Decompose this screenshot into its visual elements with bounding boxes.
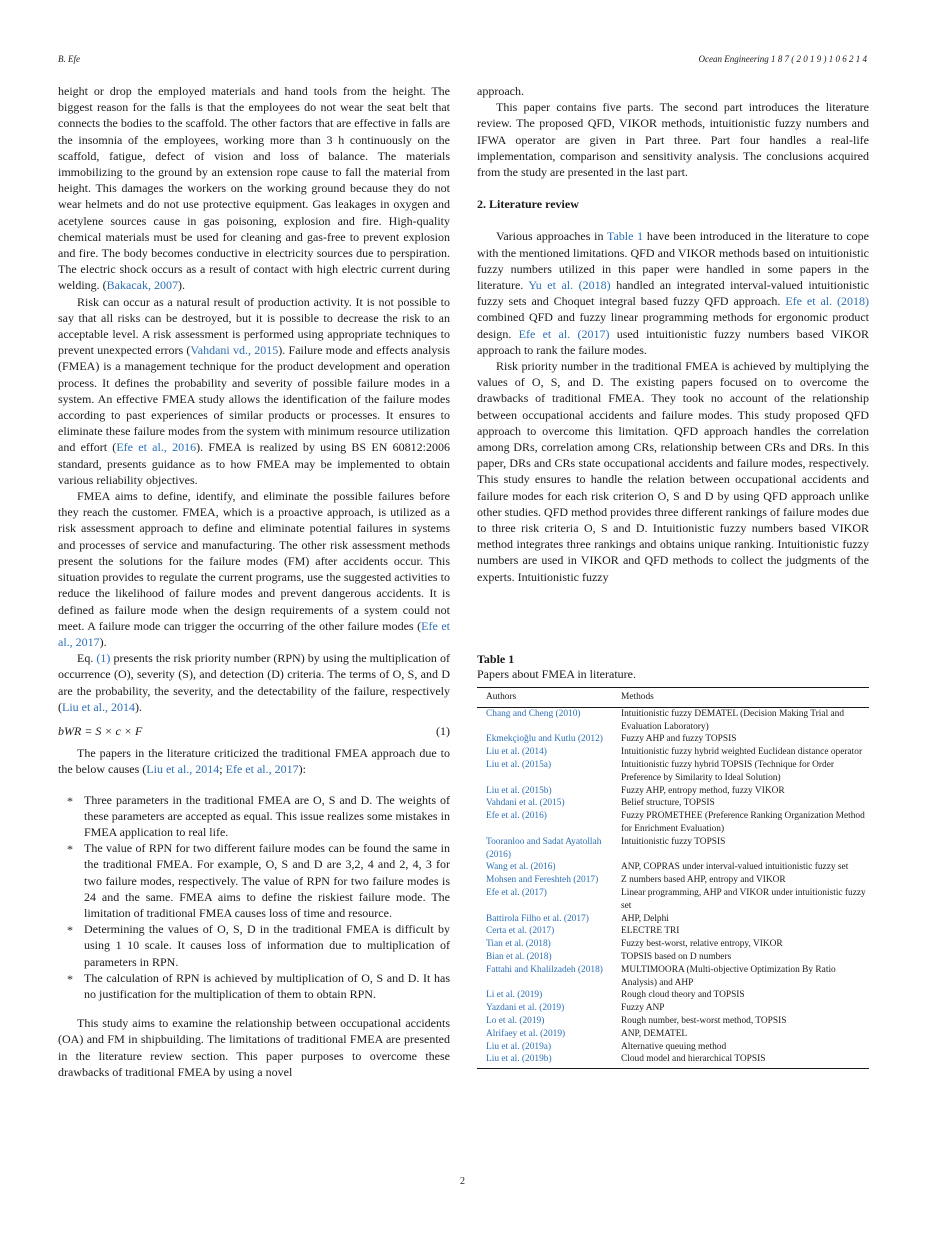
method-cell: Fuzzy AHP and fuzzy TOPSIS: [621, 734, 737, 745]
method-cell: Fuzzy best-worst, relative entropy, VIKOR: [621, 939, 783, 950]
author-citation-link[interactable]: Vahdani et al. (2015): [486, 798, 565, 809]
method-cell: TOPSIS based on D numbers: [621, 951, 732, 962]
table-body: [477, 707, 869, 1068]
table-row: [477, 746, 869, 759]
table-title: Table 1: [477, 652, 515, 666]
author-citation-link[interactable]: Lo et al. (2019): [486, 1015, 545, 1026]
table-row: [477, 913, 869, 926]
table-row: [477, 733, 869, 746]
author-citation-link[interactable]: Ekmekçioğlu and Kutlu (2012): [486, 734, 603, 745]
author-citation-link[interactable]: Liu et al. (2015a): [486, 759, 552, 770]
table-row: [477, 759, 869, 785]
method-cell: Fuzzy AHP, entropy method, fuzzy VIKOR: [621, 785, 785, 796]
column-header-authors: Authors: [477, 688, 612, 708]
method-cell: Rough number, best-worst method, TOPSIS: [621, 1015, 787, 1026]
citation-link[interactable]: Vahdani vd., 2015: [190, 343, 279, 358]
author-citation-link[interactable]: Liu et al. (2019b): [477, 1053, 612, 1068]
table-row: [477, 1028, 869, 1041]
table-row: [477, 964, 869, 990]
equation-expression: bWR = S × c × F: [58, 723, 143, 738]
paragraph: Risk can occur as a natural result of production activity. It is not possible to say that all risks can be destroyed, but it is possible to decrease the risk to an acceptable level. A risk assessment is performed using appropriate techniques to prevent unexpected errors (Vahdani vd., 2015). Failure mode and effects analysis (FMEA) is a management technique for the product development and operation process. It defines the probability and severity of possible failure modes in a system. An effective FMEA study allows the identification of the failure modes according to past experiences of similar products or processes. It ensures to eliminate these failure modes from the system with minimum resource utilization and effort (Efe et al., 2016). FMEA is realized by using BS EN 60812:2006 standard, presents guidance as to how FMEA may be implemented to obtain various reliability objectives.: [58, 294, 450, 487]
method-cell: ELECTRE TRI: [621, 926, 680, 937]
method-cell: Intuitionistic fuzzy hybrid weighted Euclidean distance operator: [621, 747, 863, 758]
author-citation-link[interactable]: Mohsen and Fereshteh (2017): [486, 875, 599, 886]
paragraph: This paper contains five parts. The second part introduces the literature review. The proposed QFD, VIKOR methods, intuitionistic fuzzy numbers and IFWA operator are given in Part three. Part four handles a real-life implementation, comparison and sensitivity analysis. The conclusions acquired from the study are presented in the last part.: [477, 100, 869, 180]
table-row: [477, 861, 869, 874]
table-row: [477, 887, 869, 913]
author-citation-link[interactable]: Efe et al. (2017): [486, 887, 547, 898]
table-row: [477, 785, 869, 798]
paragraph: Various approaches in Table 1 have been introduced in the literature to cope with the mentioned limitations. QFD and VIKOR methods based on intuitionistic fuzzy numbers utilized in this paper were handled in some papers in the literature. Yu et al. (2018) handled an integrated interval-valued intuitionistic fuzzy sets and Choquet integral based fuzzy QFD approach. Efe et al. (2018) combined QFD and fuzzy linear programming methods for ergonomic product design. Efe et al. (2017) used intuitionistic fuzzy numbers based VIKOR approach to rank the failure modes.: [477, 229, 869, 357]
column-header-methods: Methods: [612, 688, 869, 708]
author-citation-link[interactable]: Liu et al. (2015b): [486, 785, 552, 796]
method-cell: ANP, DEMATEL: [621, 1028, 688, 1039]
table-row: [477, 707, 869, 733]
table-row: [477, 1053, 869, 1068]
section-heading: 2. Literature review: [477, 197, 579, 212]
author-citation-link[interactable]: Chang and Cheng (2010): [486, 708, 581, 719]
equation-link[interactable]: (1): [96, 651, 111, 666]
paragraph: Risk priority number in the traditional FMEA is achieved by multiplying the values of O, S, and D. The existing papers focused on to overcome the drawbacks of traditional FMEA. They took no account of the relationship between occupational accidents and failure modes. This study proposed QFD approach to overcome this limitation. QFD approach handles the correlation among DRs, correlation among CRs, relationship between CRs and DRs. In this paper, DRs and CRs state occupational accidents and failure modes, respectively. This study ensures to handle the relation between occupational accidents and failure modes for each risk criterion O, S and D by using QFD approach unlike other studies. QFD method provides three different rankings of failure modes due to three risk criteria O, S and D. Intuitionistic fuzzy numbers based VIKOR method integrates three rankings and obtains unique ranking. Intuitionistic fuzzy numbers are used in VIKOR and QFD methods to collect the judgments of the experts. Intuitionistic fuzzy: [477, 359, 869, 584]
table-1: [477, 652, 869, 1069]
table-row: [477, 874, 869, 887]
table-row: [477, 1015, 869, 1028]
paragraph: height or drop the employed materials and hand tools from the height. The biggest reason for the falls is that the employees do not wear the seat belt that connects the bodies to the scaffold. The other factors that are effective in falls are the insomnia of the employees, working more than 3 h continuously on the scaffold, fatigue, defect of vision and loss of balance. The materials immobilizing to the ground by an extension rope cause to fall the material from height. This damages the workers on the working ground because they do not wear helmets and do not use protective equipment. Gas leakages in oxygen and acetylene sources cause in gas poisoning, explosion and fire. High-quality chemical materials must be used for cleaning and gas-free to prevent explosion and fire. The body becomes conductive in electricity sources due to perspiration. The electric shock occurs as a result of contact with high electric current during welding. (Bakacak, 2007).: [58, 84, 450, 293]
method-cell: Intuitionistic fuzzy hybrid TOPSIS (Technique for Order Preference by Similarity to Ideal Solution): [621, 759, 835, 783]
author-citation-link[interactable]: Efe et al. (2016): [486, 811, 547, 822]
method-cell: Z numbers based AHP, entropy and VIKOR: [621, 875, 786, 886]
table-link[interactable]: Table 1: [606, 229, 644, 244]
list-item: * Three parameters in the traditional FMEA are O, S and D. The weights of these parameters are accepted as equal. This issue realizes some mistakes in FMEA application to real life.: [58, 792, 450, 841]
method-cell: Fuzzy ANP: [621, 1003, 665, 1014]
author-citation-link[interactable]: Yazdani et al. (2019): [486, 1003, 565, 1014]
citation-link[interactable]: Liu et al., 2014: [146, 762, 220, 777]
limitations-list: [58, 792, 450, 1003]
citation-link[interactable]: Efe et al., 2017: [58, 618, 450, 649]
table-row: [477, 1041, 869, 1054]
method-cell: ANP, COPRAS under interval-valued intuitionistic fuzzy set: [621, 862, 849, 873]
method-cell: Alternative queuing method: [621, 1041, 727, 1052]
author-citation-link[interactable]: Li et al. (2019): [486, 990, 543, 1001]
method-cell: Belief structure, TOPSIS: [621, 798, 715, 809]
citation-link[interactable]: Liu et al., 2014: [62, 699, 135, 714]
method-cell: Intuitionistic fuzzy DEMATEL (Decision Making Trial and Evaluation Laboratory): [621, 708, 845, 732]
table-row: [477, 951, 869, 964]
table-row: [477, 938, 869, 951]
author-citation-link[interactable]: Liu et al. (2014): [486, 747, 547, 758]
paragraph: approach.: [477, 84, 524, 98]
author-citation-link[interactable]: Fattahi and Khalilzadeh (2018): [486, 964, 603, 975]
list-item: * The value of RPN for two different failure modes can be found the same in the traditional FMEA. For example, O, S and D are 3,2, 4 and 2, 4, 3 for two failure modes, respectively. The value of RPN for two failure modes is 24 and the same. FMEA aims to define the riskiest failure mode. The limitation of traditional FMEA causes loss of time and resource.: [58, 840, 450, 921]
table-row: [477, 1002, 869, 1015]
author-citation-link[interactable]: Alrifaey et al. (2019): [486, 1028, 566, 1039]
table-row: [477, 989, 869, 1002]
paragraph: The papers in the literature criticized the traditional FMEA approach due to the below causes (Liu et al., 2014; Efe et al., 2017):: [58, 746, 450, 777]
author-citation-link[interactable]: Certa et al. (2017): [486, 926, 555, 937]
citation-link[interactable]: Efe et al., 2016: [116, 440, 197, 455]
table-caption: Papers about FMEA in literature.: [477, 667, 636, 681]
citation-link[interactable]: Yu et al. (2018): [528, 278, 611, 293]
method-cell: Fuzzy PROMETHEE (Preference Ranking Organization Method for Enrichment Evaluation): [621, 811, 865, 834]
paragraph: Eq. (1) presents the risk priority number (RPN) by using the multiplication of occurrence (O), severity (S), and detection (D) criteria. The terms of O, S, and D are the probability, the severity, and the detectability of the failure, respectively (Liu et al., 2014).: [58, 651, 450, 714]
citation-link[interactable]: Bakacak, 2007: [106, 278, 178, 293]
left-column: [58, 83, 450, 1080]
table-row: [477, 836, 869, 862]
method-cell: Rough cloud theory and TOPSIS: [621, 990, 745, 1001]
equation-number: (1): [436, 723, 450, 738]
method-cell: AHP, Delphi: [621, 913, 669, 924]
fmea-literature-table: [477, 687, 869, 1069]
citation-link[interactable]: Efe et al. (2017): [518, 326, 610, 341]
paragraph: This study aims to examine the relationship between occupational accidents (OA) and FM in shipbuilding. The limitations of traditional FMEA are presented in the literature review section. This paper purposes to overcome these drawbacks of traditional FMEA by using a novel: [58, 1016, 450, 1079]
author-citation-link[interactable]: Tian et al. (2018): [486, 939, 551, 950]
list-item: * Determining the values of O, S, D in the traditional FMEA is difficult by using 1 10 scale. It causes loss of information due to multiplication of parameters in RPN.: [58, 921, 450, 970]
right-column: [477, 83, 869, 585]
author-citation-link[interactable]: Bian et al. (2018): [486, 951, 552, 962]
author-citation-link[interactable]: Liu et al. (2019a): [486, 1041, 552, 1052]
author-citation-link[interactable]: Tooranloo and Sadat Ayatollah (2016): [486, 836, 602, 860]
page-number: 2: [460, 1176, 465, 1187]
method-cell: Intuitionistic fuzzy TOPSIS: [621, 836, 726, 847]
list-item: * The calculation of RPN is achieved by multiplication of O, S and D. It has no justification for the multiplication of them to obtain RPN.: [58, 970, 450, 1002]
method-cell: MULTIMOORA (Multi-objective Optimization By Ratio Analysis) and AHP: [621, 964, 836, 988]
author-citation-link[interactable]: Wang et al. (2016): [486, 862, 556, 873]
table-row: [477, 810, 869, 836]
author-citation-link[interactable]: Battirola Filho et al. (2017): [486, 913, 589, 924]
method-cell: Linear programming, AHP and VIKOR under intuitionistic fuzzy set: [621, 887, 866, 911]
method-cell: Cloud model and hierarchical TOPSIS: [612, 1053, 869, 1068]
running-head-author: B. Efe: [58, 54, 80, 64]
paragraph: FMEA aims to define, identify, and eliminate the possible failures before they reach the customer. FMEA, which is a proactive approach, is utilized as a risk assessment approach to define and eliminate potential failures in systems and processes of service and manufacturing. The other risk assessment methods present the solutions for the failure modes (FM) after accidents occur. This situation provides to regulate the current programs, use the suggested activities to reduce the likelihood of failure modes and prevent dangerous accidents. It is defined as failure mode when the design requirements of a system could not meet. A failure mode can trigger the occurring of the other failure modes (Efe et al., 2017).: [58, 489, 450, 649]
citation-link[interactable]: Efe et al. (2018): [785, 294, 869, 309]
citation-link[interactable]: Efe et al., 2017: [225, 762, 299, 777]
table-row: [477, 797, 869, 810]
running-head-journal: Ocean Engineering 1 8 7 ( 2 0 1 9 ) 1 0 6 2 1 4: [698, 54, 867, 64]
table-row: [477, 925, 869, 938]
equation-1: [58, 723, 450, 739]
